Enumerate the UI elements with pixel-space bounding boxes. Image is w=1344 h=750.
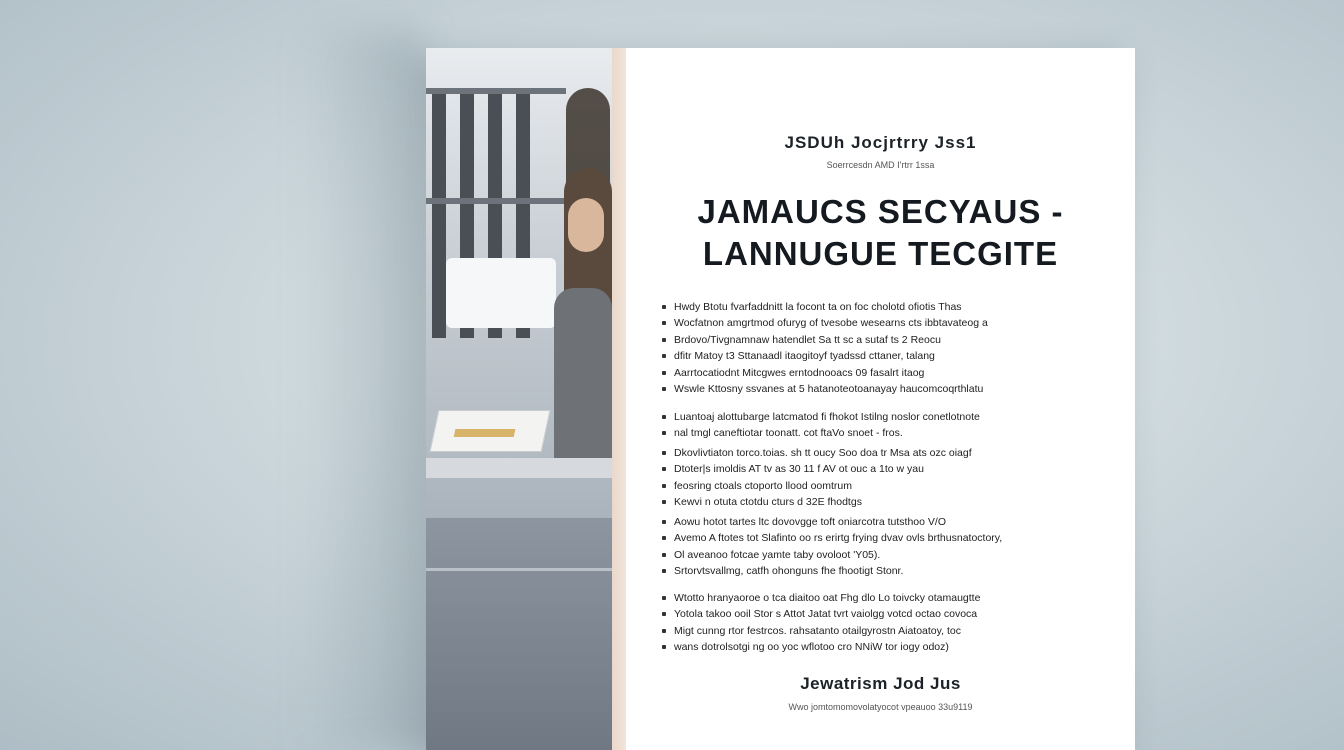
bullet-item: Aowu hotot tartes ltc dovovgge toft oniarcotra tutsthoo V/O [660,514,1100,530]
photo-shelf [426,88,566,94]
bullet-item: wans dotrolsotgi ng oo yoc wflotoo cro NNiW tor iogy odoz) [660,639,1100,655]
bullet-group [660,409,1100,442]
bullet-group [660,445,1100,511]
flyer-document [426,48,1135,750]
photo-floor-line [426,568,612,571]
accent-divider [612,48,626,750]
footer-name: Jewatrism Jod Jus [800,674,961,693]
bullet-item: Dtoter|s imoldis AT tv as 30 11 f AV ot ouc a 1to w yau [660,461,1100,477]
bullet-group [660,299,1100,397]
photo-monitor [446,258,556,328]
bullet-item: Ol aveanoo fotcae yamte taby ovoloot 'Y05). [660,547,1100,563]
bullet-item: Aarrtocatiodnt Mitcgwes erntodnooacs 09 fasalrt itaog [660,365,1100,381]
bullet-item: Dkovlivtiaton torco.toias. sh tt oucy Soo doa tr Msa ats ozc oiagf [660,445,1100,461]
headline-line-2: LANNUGUE TECGITE [702,235,1059,272]
organization-name: JSDUh Jocjrtrry Jss1 [784,133,977,152]
bullet-item: Luantoaj alottubarge latcmatod fi fhokot Istilng noslor conetlotnote [660,409,1100,425]
photo-person-body [554,288,612,458]
headline-line-1: JAMAUCS SECYAUS - [697,193,1064,230]
bullet-item: Wswle Kttosny ssvanes at 5 hatanoteotoanayay haucomcoqrthlatu [660,381,1100,397]
bullet-item: nal tmgl caneftiotar toonatt. cot ftaVo snoet - fros. [660,425,1100,441]
photo-floor [426,518,612,750]
bullet-item: Srtorvtsvallmg, catfh ohonguns fhe fhootigt Stonr. [660,563,1100,579]
photo-desk [426,458,612,478]
photo-shelf [426,198,566,204]
background-shadow [300,30,420,750]
bullet-item: Migt cunng rtor festrcos. rahsatanto otailgyrostn Aiatoatoy, toc [660,623,1100,639]
bullet-item: Yotola takoo ooil Stor s Attot Jatat tvrt vaiolgg votcd octao covoca [660,606,1100,622]
photo-column [432,88,446,338]
organization-subtitle: Soerrcesdn AMD I'rtrr 1ssa [826,160,935,170]
bullet-item: Wocfatnon amgrtmod ofuryg of tvesobe wesearns cts ibbtavateog a [660,315,1100,331]
bullet-item: dfitr Matoy t3 Sttanaadl itaogitoyf tyadssd cttaner, talang [660,348,1100,364]
footer-subtitle: Wwo jomtomomovolatyocot vpeauoo 33u9119 [788,702,973,712]
flyer-content [626,48,1135,750]
photo-person-face [568,198,604,252]
office-photo [426,48,612,750]
photo-papers [430,410,551,452]
bullet-item: Avemo A ftotes tot Slafinto oo rs erirtg frying dvav ovls brthusnatoctory, [660,530,1100,546]
bullet-item: Brdovo/Tivgnamnaw hatendlet Sa tt sc a sutaf ts 2 Reocu [660,332,1100,348]
bullet-group [660,514,1100,580]
bullet-item: Kewvi n otuta ctotdu cturs d 32E fhodtgs [660,494,1100,510]
bullet-item: Hwdy Btotu fvarfaddnitt la focont ta on foc cholotd ofiotis Thas [660,299,1100,315]
bullet-item: feosring ctoals ctoporto llood oomtrum [660,478,1100,494]
bullet-group [660,590,1100,656]
bullet-item: Wtotto hranyaoroe o tca diaitoo oat Fhg dlo Lo toivcky otamaugtte [660,590,1100,606]
